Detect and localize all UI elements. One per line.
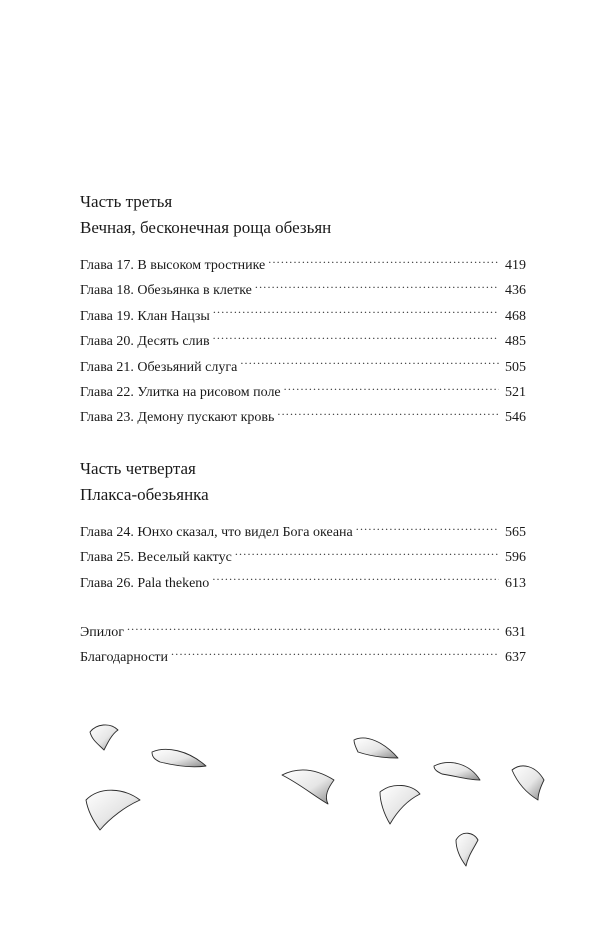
dot-leader	[127, 622, 499, 636]
petal-icon	[86, 790, 140, 830]
dot-leader	[171, 647, 499, 661]
part-three-subtitle: Вечная, бесконечная роща обезьян	[80, 218, 332, 237]
toc-entry-page: 546	[505, 410, 526, 426]
toc-entry-page: 419	[505, 258, 526, 273]
appendix-toc	[80, 620, 526, 671]
toc-entry-chapter-26[interactable]	[80, 571, 526, 596]
dot-leader	[284, 382, 499, 396]
petal-icon	[434, 762, 480, 780]
dot-leader	[240, 357, 499, 371]
toc-entry-page: 637	[505, 650, 526, 666]
dot-leader	[255, 280, 499, 294]
toc-entry-chapter-25[interactable]	[80, 545, 526, 570]
dot-leader	[213, 306, 499, 320]
dot-leader	[277, 407, 499, 421]
toc-entry-page: 505	[505, 359, 526, 375]
toc-entry-label: Глава 24. Юнхо сказал, что видел Бога океана	[80, 525, 353, 540]
toc-entry-chapter-19[interactable]	[80, 304, 526, 329]
toc-entry-page: 613	[505, 575, 526, 591]
toc-entry-chapter-20[interactable]	[80, 329, 526, 354]
toc-entry-label: Глава 20. Десять слив	[80, 334, 210, 350]
toc-entry-acknowledgements[interactable]	[80, 645, 526, 670]
dot-leader	[235, 547, 499, 561]
toc-entry-page: 596	[505, 550, 526, 566]
toc-entry-page: 521	[505, 384, 526, 400]
toc-entry-label: Благодарности	[80, 650, 169, 666]
toc-entry-label: Глава 26. Pala thekeno	[80, 575, 210, 591]
petal-icon	[456, 833, 478, 866]
toc-entry-label: Эпилог	[80, 625, 124, 640]
petal-icon	[90, 725, 118, 750]
toc-entry-chapter-22[interactable]	[80, 380, 526, 405]
dot-leader	[268, 255, 499, 269]
petal-icon	[380, 785, 420, 824]
toc-entry-page: 565	[505, 525, 526, 540]
dot-leader	[212, 573, 499, 587]
petal-icon	[152, 749, 206, 766]
toc-entry-label: Глава 21. Обезьяний слуга	[80, 359, 238, 375]
part-four	[80, 456, 526, 596]
toc-entry-label: Глава 19. Клан Нацзы	[80, 308, 210, 324]
toc-entry-label: Глава 18. Обезьянка в клетке	[80, 283, 252, 299]
toc-entry-label: Глава 22. Улитка на рисовом поле	[80, 384, 281, 400]
toc-entry-chapter-17[interactable]	[80, 253, 526, 278]
part-three-title: Часть третья	[80, 192, 173, 211]
toc-entry-page: 631	[505, 625, 526, 640]
part-three-toc	[80, 253, 526, 431]
part-four-toc	[80, 520, 526, 596]
toc-entry-page: 485	[505, 334, 526, 350]
petal-icon	[282, 770, 334, 804]
part-four-title: Часть четвертая	[80, 459, 196, 478]
toc-entry-page: 468	[505, 308, 526, 324]
part-four-subtitle: Плакса-обезьянка	[80, 485, 209, 504]
toc-entry-label: Глава 17. В высоком тростнике	[80, 258, 266, 273]
toc-entry-label: Глава 23. Демону пускают кровь	[80, 410, 275, 426]
appendix	[80, 620, 526, 671]
toc-entry-chapter-21[interactable]	[80, 355, 526, 380]
toc-entry-chapter-24[interactable]	[80, 520, 526, 545]
toc-entry-chapter-23[interactable]	[80, 405, 526, 430]
toc-entry-chapter-18[interactable]	[80, 278, 526, 303]
petal-icon	[512, 766, 544, 800]
falling-petals-icon	[0, 700, 610, 880]
part-three	[80, 189, 526, 431]
dot-leader	[356, 522, 499, 536]
toc-entry-label: Глава 25. Веселый кактус	[80, 550, 232, 566]
toc-entry-page: 436	[505, 283, 526, 299]
petal-icon	[354, 738, 398, 758]
toc-entry-epilogue[interactable]	[80, 620, 526, 645]
dot-leader	[213, 331, 499, 345]
